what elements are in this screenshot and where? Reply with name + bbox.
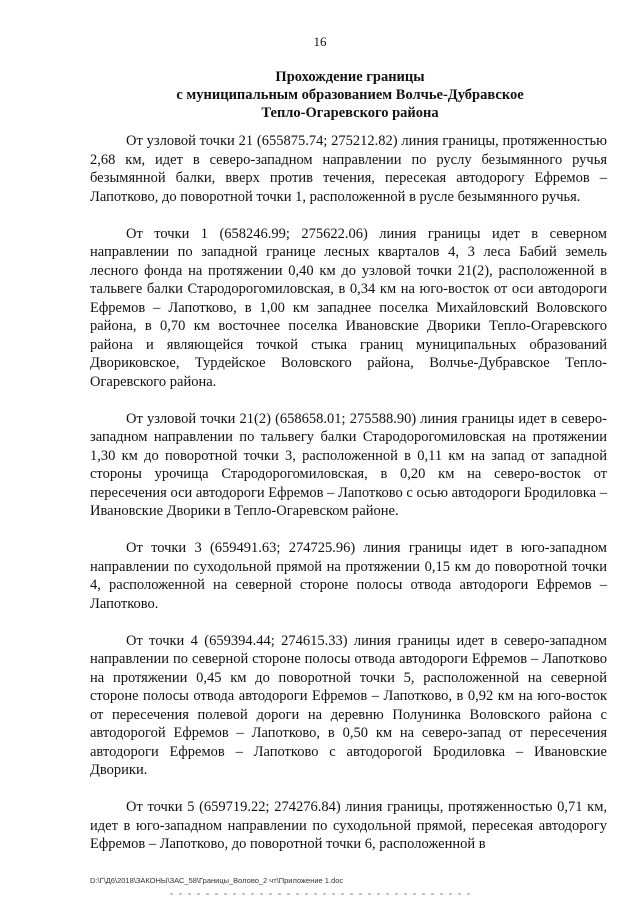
section-title — [60, 68, 640, 122]
file-path-footer: D:\Г\Д6\2018\ЗАКОНЫ\ЗАС_58\Границы_Волово_2 чт\Приложение 1.doc — [90, 876, 344, 885]
paragraph-5: От точки 4 (659394.44; 274615.33) линия границы идет в северо-западном направлении по северной стороне полосы отвода автодороги Ефремов – Лапотково на протяжении 0,45 км до поворотной точки 5, расположенной на северной стороне полосы отвода автодороги Ефремов – Лапотково, в 0,92 км на юго-восток от пересечения полевой дороги на деревню Полунинка Воловского района с автодорогой Ефремов – Лапотково, в 0,50 км на северо-запад от пересечения автодороги Ефремов – Лапотково с автодорогой Бродиловка – Ивановские Дворики. — [90, 632, 607, 778]
paragraph-1: От узловой точки 21 (655875.74; 275212.82) линия границы, протяженностью 2,68 км, идет в северо-западном направлении по руслу безымянного ручья безымянной балки, вверх против течения, пересекая автодорогу Ефремов – Лапотково, до поворотной точки 1, расположенной в русле безымянного ручья. — [90, 133, 607, 205]
scan-artifact-line — [170, 893, 470, 895]
section-title-line-1: Прохождение границы — [275, 69, 425, 85]
section-title-line-2: с муниципальным образованием Волчье-Дубравское — [176, 87, 524, 103]
paragraph-4: От точки 3 (659491.63; 274725.96) линия границы идет в юго-западном направлении по суходольной прямой на протяжении 0,15 км до поворотной точки 4, расположенной на северной стороне полосы отвода автодороги Ефремов – Лапотково. — [90, 540, 607, 612]
document-body — [90, 132, 607, 872]
paragraph-3: От узловой точки 21(2) (658658.01; 275588.90) линия границы идет в северо-западном направлении по тальвегу балки Стародорогомиловская на протяжении 1,30 км до поворотной точки 3, расположенной в 0,11 км на запад от западной стороны урочища Стародорогомиловская, в 0,20 км на северо-восток от пересечения оси автодороги Ефремов – Лапотково с осью автодороги Бродиловка – Ивановские Дворики в Тепло-Огаревском районе. — [90, 410, 607, 519]
section-title-line-3: Тепло-Огаревского района — [261, 105, 439, 121]
page-number: 16 — [313, 34, 327, 49]
paragraph-6: От точки 5 (659719.22; 274276.84) линия границы, протяженностью 0,71 км, идет в юго-западном направлении по суходольной прямой, пересекая автодорогу Ефремов – Лапотково, до поворотной точки 6, расположенной в — [90, 799, 607, 852]
paragraph-2: От точки 1 (658246.99; 275622.06) линия границы идет в северном направлении по западной границе лесных кварталов 4, 3 леса Бабий земель лесного фонда на протяжении 0,40 км до узловой точки 21(2), расположенной в тальвеге балки Стародорогомиловская, в 0,34 км на юго-восток от оси автодороги Ефремов – Лапотково, в 1,00 км западнее поселка Михайловский Воловского района, в 0,70 км восточнее поселка Ивановские Дворики Тепло-Огаревского района и являющейся точкой стыка границ муниципальных образований Двориковское, Турдейское Воловского района, Волчье-Дубравское Тепло-Огаревского района. — [90, 225, 607, 390]
